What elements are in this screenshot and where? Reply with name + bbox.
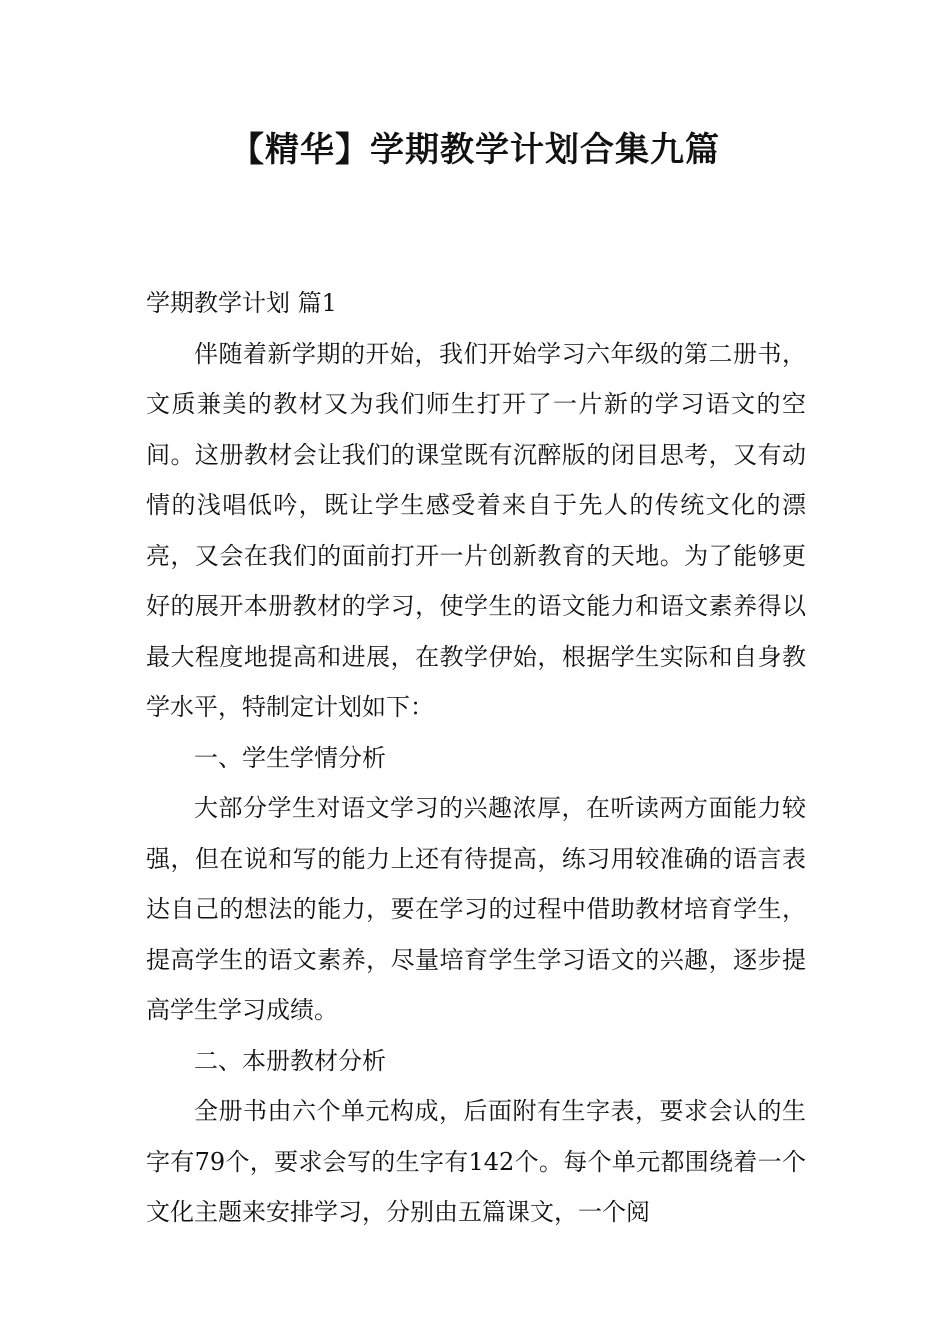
paragraph-intro: 伴随着新学期的开始，我们开始学习六年级的第二册书，文质兼美的教材又为我们师生打开了一片新的学习语文的空间。这册教材会让我们的课堂既有沉醉版的闭目思考，又有动情的浅唱低吟，既让学生感受着来自于先人的传统文化的漂亮，又会在我们的面前打开一片创新教育的天地。为了能够更好的展开本册教材的学习，使学生的语文能力和语文素养得以最大程度地提高和进展，在教学伊始，根据学生实际和自身教学水平，特制定计划如下： [146,339,806,721]
document-body [146,278,806,1238]
section-label: 学期教学计划 篇1 [146,289,337,317]
paragraph-student-analysis: 大部分学生对语文学习的兴趣浓厚，在听读两方面能力较强，但在说和写的能力上还有待提高，练习用较准确的语言表达自己的想法的能力，要在学习的过程中借助教材培育学生，提高学生的语文素养，尽量培育学生学习语文的兴趣，逐步提高学生学习成绩。 [146,794,806,1024]
heading-student-analysis: 一、学生学情分析 [194,743,386,772]
document-title: 【精华】学期教学计划合集九篇 [230,130,720,170]
paragraph-textbook-analysis: 全册书由六个单元构成，后面附有生字表，要求会认的生字有79个，要求会写的生字有142个。每个单元都围绕着一个文化主题来安排学习，分别由五篇课文，一个阅 [146,1097,806,1226]
heading-textbook-analysis: 二、本册教材分析 [194,1046,386,1075]
